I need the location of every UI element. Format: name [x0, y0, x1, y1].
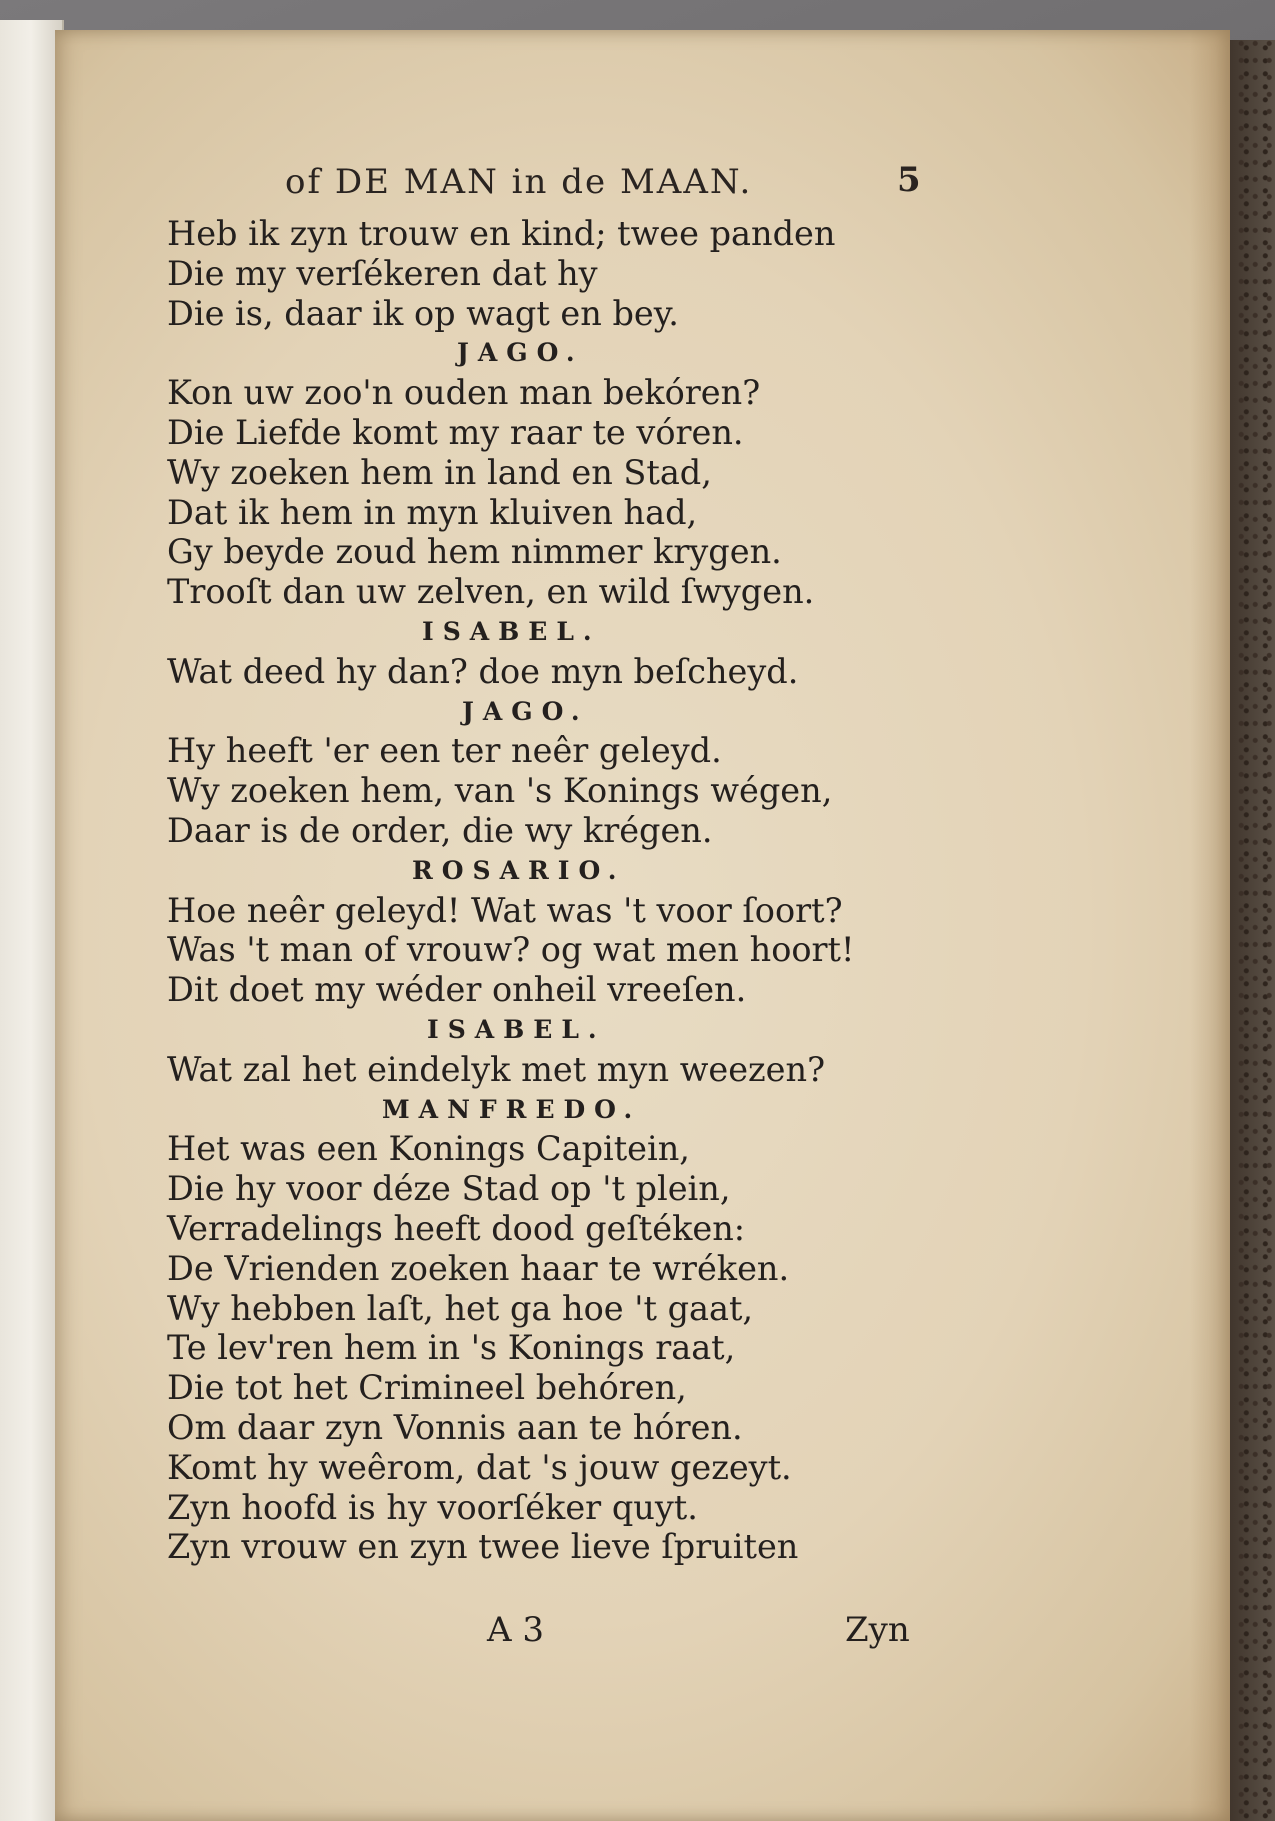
verse-line: Gy beyde zoud hem nimmer krygen.: [167, 532, 782, 572]
verse-line: Komt hy weêrom, dat 's jouw gezeyt.: [167, 1447, 792, 1487]
speaker-name: JAGO.: [457, 338, 584, 368]
verse-line: Hoe neêr geleyd! Wat was 't voor ſoort?: [167, 890, 843, 930]
signature-mark: A 3: [487, 1610, 544, 1650]
verse-line: Wy zoeken hem in land en Stad,: [167, 452, 712, 492]
verse-line: Zyn vrouw en zyn twee lieve ſpruiten: [167, 1527, 799, 1567]
speaker-name: JAGO.: [462, 696, 589, 726]
speaker-name: MANFREDO.: [382, 1094, 642, 1124]
speaker-name: ISABEL.: [427, 1014, 606, 1044]
verse-line: De Vrienden zoeken haar te wréken.: [167, 1248, 790, 1288]
verse-line: Heb ik zyn trouw en kind; twee panden: [167, 214, 836, 253]
verse-line: Om daar zyn Vonnis aan te hóren.: [167, 1407, 743, 1447]
verse-line: Het was een Konings Capitein,: [167, 1129, 690, 1169]
verse-line: Trooſt dan uw zelven, en wild ſwygen.: [167, 572, 815, 612]
running-head: of DE MAN in de MAAN.: [285, 162, 753, 202]
verse-line: Dit doet my wéder onheil vreeſen.: [167, 970, 747, 1010]
verse-text: [167, 214, 967, 1567]
verse-line: Daar is de order, die wy krégen.: [167, 810, 713, 850]
verse-line: Kon uw zoo'n ouden man bekóren?: [167, 373, 761, 413]
verse-line: Die my verſékeren dat hy: [167, 253, 598, 293]
verse-line: Hy heeft 'er een ter neêr geleyd.: [167, 731, 722, 771]
verse-line: Zyn hoofd is hy voorſéker quyt.: [167, 1487, 698, 1527]
verse-line: Wy hebben laſt, het ga hoe 't gaat,: [167, 1288, 754, 1328]
speaker-name: ROSARIO.: [412, 855, 626, 885]
catchword: Zyn: [845, 1610, 910, 1650]
verse-line: Wat deed hy dan? doe myn beſcheyd.: [167, 651, 799, 691]
verse-line: Te lev'ren hem in 's Konings raat,: [167, 1328, 736, 1368]
verse-line: Die Liefde komt my raar te vóren.: [167, 412, 744, 452]
book-page: [55, 30, 1230, 1821]
verse-line: Wat zal het eindelyk met myn weezen?: [167, 1049, 826, 1089]
page-edge-shadow: [1190, 30, 1230, 1821]
verse-line: Was 't man of vrouw? og wat men hoort!: [167, 930, 855, 970]
speaker-name: ISABEL.: [422, 616, 601, 646]
verse-line: Die tot het Crimineel behóren,: [167, 1368, 687, 1408]
verse-line: Verradelings heeft dood geſtéken:: [167, 1208, 746, 1248]
verse-line: Die is, daar ik op wagt en bey.: [167, 293, 679, 333]
verse-line: Wy zoeken hem, van 's Konings wégen,: [167, 771, 833, 811]
page-number: 5: [897, 160, 921, 200]
verse-line: Dat ik hem in myn kluiven had,: [167, 492, 698, 532]
verse-line: Die hy voor déze Stad op 't plein,: [167, 1169, 731, 1209]
